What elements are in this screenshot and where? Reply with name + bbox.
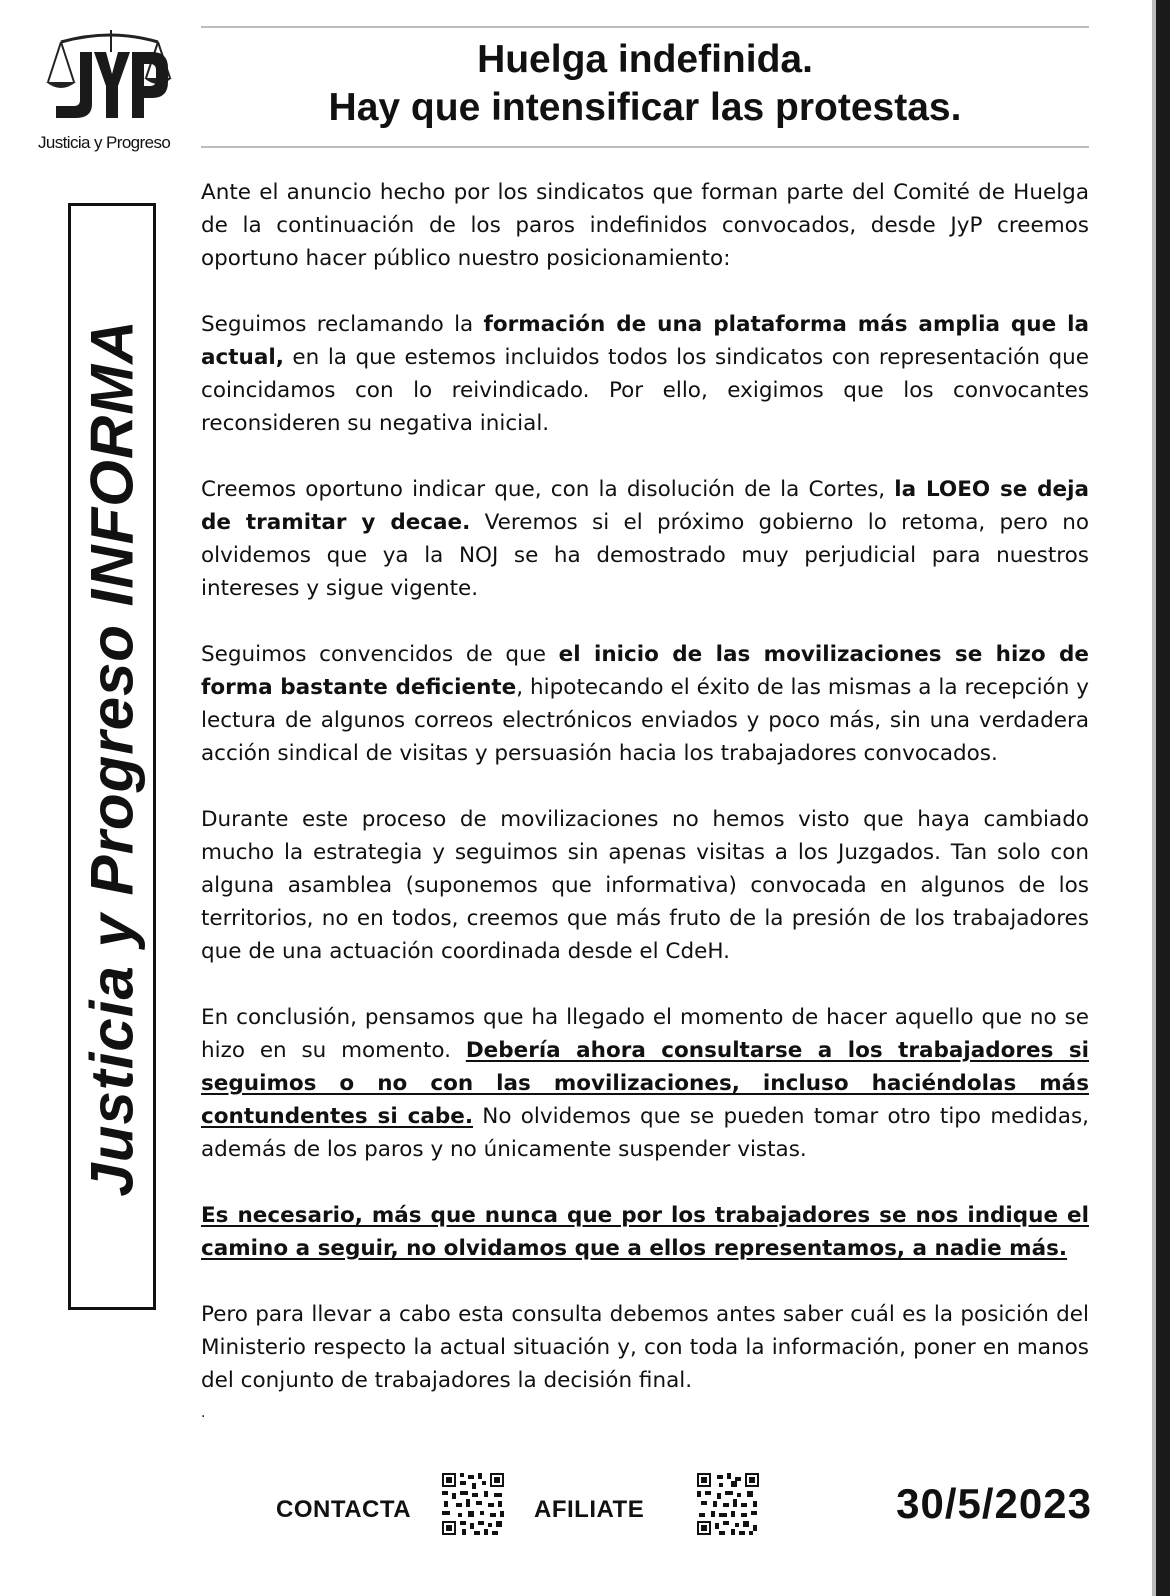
text-span: Seguimos convencidos de que <box>201 642 559 667</box>
afiliate-label: AFILIATE <box>534 1496 645 1523</box>
sidebar-vertical-title: Justicia y Progreso INFORMA <box>78 319 146 1197</box>
contacta-label: CONTACTA <box>276 1496 412 1523</box>
paragraph-3 <box>201 473 1089 605</box>
header-rule-top <box>201 26 1089 28</box>
text-span: Creemos oportuno indicar que, con la disolución de la Cortes, <box>201 477 895 502</box>
page-edge <box>1156 0 1170 1596</box>
text-span: , hipotecando el éxito de las mismas a la recepción y lectura de algunos correos electrónicos enviados y poco más, sin una verdadera acción sindical de visitas y persuasión hacia los trabajadores convocados. <box>201 675 1089 766</box>
bold-span: el inicio de las movilizaciones se hizo de forma bastante deficiente <box>201 642 1089 700</box>
paragraph-5: Durante este proceso de movilizaciones no hemos visto que haya cambiado mucho la estrategia y seguimos sin apenas visitas a los Juzgados. Tan solo con alguna asamblea (suponemos que informativa) convocada en algunos de los territorios, no en todos, creemos que más fruto de la presión de los trabajadores que de una actuación coordinada desde el CdeH. <box>201 807 1089 964</box>
trailing-dot: . <box>201 1405 206 1421</box>
text-span: No olvidemos que se pueden tomar otro tipo medidas, además de los paros y no únicamente suspender vistas. <box>201 1104 1089 1162</box>
text-span: Seguimos reclamando la <box>201 312 484 337</box>
paragraph-8: Pero para llevar a cabo esta consulta debemos antes saber cuál es la posición del Ministerio respecto la actual situación y, con toda la información, poner en manos del conjunto de trabajadores la decisión final. <box>201 1302 1089 1393</box>
qr-code-icon[interactable] <box>440 1470 506 1538</box>
paragraph-6 <box>201 1001 1089 1166</box>
header-rule-bottom <box>201 146 1089 148</box>
text-span: Veremos si el próximo gobierno lo retoma, pero no olvidemos que ya la NOJ se ha demostrado muy perjudicial para nuestros intereses y sigue vigente. <box>201 510 1089 601</box>
paragraph-1: Ante el anuncio hecho por los sindicatos que forman parte del Comité de Huelga de la continuación de los paros indefinidos convocados, desde JyP creemos oportuno hacer público nuestro posicionamiento: <box>201 180 1089 271</box>
title-line-2: Hay que intensificar las protestas. <box>328 86 962 129</box>
bold-span: formación de una plataforma más amplia que la actual, <box>201 312 1089 370</box>
article-body <box>201 176 1089 1430</box>
text-span: En conclusión, pensamos que ha llegado el momento de hacer aquello que no se hizo en su momento. <box>201 1005 1089 1063</box>
bold-underlined-span: Es necesario, más que nunca que por los trabajadores se nos indique el camino a seguir, no olvidamos que a ellos representamos, a nadie más. <box>201 1203 1089 1261</box>
paragraph-2 <box>201 308 1089 440</box>
bold-underlined-span: Debería ahora consultarse a los trabajadores si seguimos o no con las movilizaciones, incluso haciéndolas más contundentes si cabe. <box>201 1038 1089 1129</box>
qr-code-icon[interactable] <box>695 1470 761 1538</box>
paragraph-7 <box>201 1199 1089 1265</box>
publication-date: 30/5/2023 <box>896 1480 1092 1527</box>
bold-span: la LOEO se deja de tramitar y decae. <box>201 477 1089 535</box>
paragraph-4 <box>201 638 1089 770</box>
title-line-1: Huelga indefinida. <box>477 38 813 81</box>
text-span: en la que estemos incluidos todos los sindicatos con representación que coincidamos con lo reivindicado. Por ello, exigimos que los convocantes reconsideren su negativa inicial. <box>201 345 1089 436</box>
page-title <box>201 36 1089 132</box>
logo-caption: Justicia y Progreso <box>38 133 171 152</box>
